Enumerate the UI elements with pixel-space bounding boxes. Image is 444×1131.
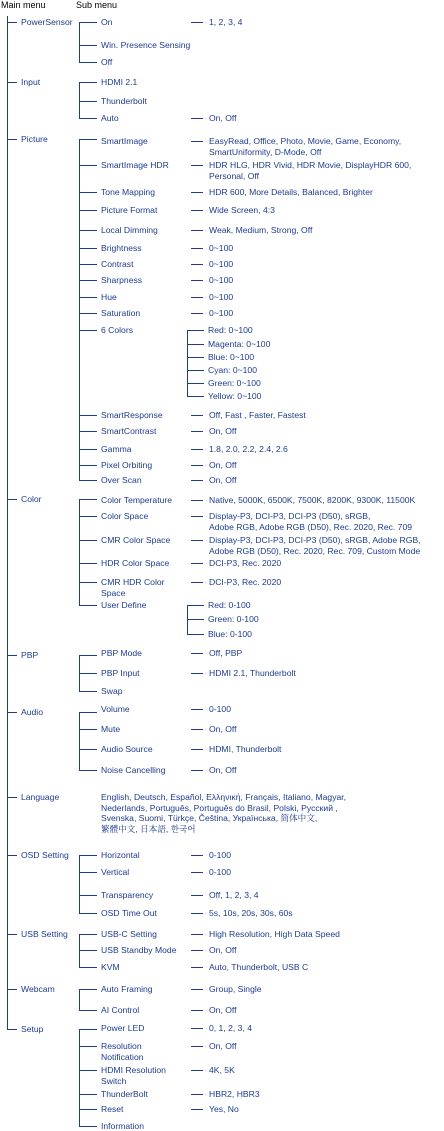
connector-line: [79, 82, 97, 83]
connector-line: [79, 465, 97, 466]
connector-line: [191, 415, 203, 416]
connector-line: [191, 1028, 203, 1029]
main-menu-item: OSD Setting: [21, 850, 69, 860]
option-values: High Resolution, High Data Speed: [209, 929, 340, 939]
connector-line: [7, 139, 17, 140]
sub-menu-item: 6 Colors: [101, 325, 133, 335]
connector-line: [79, 1094, 97, 1095]
sub-menu-header: Sub menu: [76, 0, 118, 10]
sub-menu-item: Power LED: [101, 1023, 145, 1033]
connector-line: [191, 950, 203, 951]
connector-line: [7, 797, 17, 798]
connector-line: [79, 499, 97, 500]
connector-line: [191, 118, 203, 119]
connector-line: [79, 480, 97, 481]
main-menu-item: Webcam: [21, 984, 55, 994]
option-values: 0, 1, 2, 3, 4: [209, 1023, 252, 1033]
connector-line: [7, 934, 17, 935]
option-values: HDR 600, More Details, Balanced, Brighter: [209, 187, 373, 197]
option-values: On, Off: [209, 1041, 237, 1051]
connector-line: [7, 855, 17, 856]
connector-line: [191, 709, 203, 710]
sub-menu-item: Resolution: [101, 1041, 142, 1051]
sub-menu-item: Swap: [101, 686, 123, 696]
sub-menu-item: USB Standby Mode: [101, 945, 177, 955]
sub-menu-item: CMR HDR Color: [101, 577, 165, 587]
option-values: Native, 5000K, 6500K, 7500K, 8200K, 9300K, 11500K: [209, 495, 416, 505]
main-menu-item: Language: [21, 792, 60, 802]
connector-line: [187, 330, 204, 331]
connector-line: [79, 192, 97, 193]
connector-line: [7, 499, 17, 500]
sub-menu-item: Horizontal: [101, 850, 140, 860]
connector-line: [79, 605, 97, 606]
sub-menu-item: Volume: [101, 704, 130, 714]
option-values: On, Off: [209, 724, 237, 734]
connector-line: [191, 989, 203, 990]
sub-menu-item: AI Control: [101, 1005, 140, 1015]
sub-menu-item: SmartImage HDR: [101, 160, 169, 170]
connector-line: [191, 855, 203, 856]
option-values: On, Off: [209, 113, 237, 123]
connector-line: [79, 82, 80, 118]
main-menu-item: Color: [21, 494, 42, 504]
connector-line: [79, 989, 97, 990]
sub-menu-item: Information: [101, 1121, 144, 1131]
connector-line: [79, 950, 97, 951]
connector-line: [191, 563, 203, 564]
sub-menu-item: Thunderbolt: [101, 96, 147, 106]
sub-menu-item: Contrast: [101, 259, 134, 269]
connector-line: [79, 415, 97, 416]
option-values: Yes, No: [209, 1104, 239, 1114]
connector-line: [79, 280, 97, 281]
option-values: 4K, 5K: [209, 1065, 235, 1075]
sub-menu-item: PBP Mode: [101, 648, 142, 658]
connector-line: [7, 1029, 17, 1030]
connector-line: [191, 1010, 203, 1011]
connector-line: [79, 264, 97, 265]
connector-line: [187, 619, 204, 620]
sub-menu-item: OSD Time Out: [101, 908, 157, 918]
sub-menu-item: Transparency: [101, 890, 154, 900]
connector-line: [79, 1046, 97, 1047]
language-list: 繁體中文, 日本語, 한국어: [101, 823, 196, 834]
connector-line: [191, 967, 203, 968]
connector-line: [79, 872, 97, 873]
connector-line: [191, 264, 203, 265]
sub-menu-item: CMR Color Space: [101, 535, 171, 545]
connector-line: [79, 895, 97, 896]
connector-line: [79, 1070, 97, 1071]
option-values: 0~100: [209, 275, 234, 285]
option-values: On, Off: [209, 945, 237, 955]
connector-line: [79, 770, 97, 771]
connector-line: [79, 655, 97, 656]
connector-line: [187, 370, 204, 371]
connector-line: [79, 330, 97, 331]
connector-line: [191, 770, 203, 771]
option-values: On, Off: [209, 765, 237, 775]
connector-line: [79, 248, 97, 249]
sub-menu-item: Noise Cancelling: [101, 765, 166, 775]
option-values: Display-P3, DCI-P3, DCI-P3 (D50), sRGB, Adobe RGB,: [209, 535, 421, 545]
option-values: 5s, 10s, 20s, 30s, 60s: [209, 908, 293, 918]
connector-line: [191, 1094, 203, 1095]
sub-menu-item: HDMI 2.1: [101, 77, 138, 87]
option-values: Auto, Thunderbolt, USB C: [209, 962, 309, 972]
sub-menu-item: Color Space: [101, 511, 149, 521]
sub-menu-item: SmartImage: [101, 136, 148, 146]
main-menu-item: Picture: [21, 134, 48, 144]
sub-menu-item: Vertical: [101, 867, 130, 877]
option-values: Weak, Medium, Strong, Off: [209, 225, 313, 235]
sub-menu-item: Audio Source: [101, 744, 153, 754]
connector-line: [187, 634, 204, 635]
main-menu-item: PBP: [21, 650, 39, 660]
connector-line: [79, 563, 97, 564]
connector-line: [191, 297, 203, 298]
sub-option-item: Green: 0~100: [208, 378, 261, 388]
connector-line: [191, 673, 203, 674]
connector-line: [191, 465, 203, 466]
connector-line: [191, 280, 203, 281]
connector-line: [79, 582, 97, 583]
connector-line: [191, 1109, 203, 1110]
connector-line: [191, 313, 203, 314]
option-values: 0-100: [209, 867, 231, 877]
connector-line: [79, 729, 97, 730]
connector-line: [79, 712, 97, 713]
connector-line: [187, 396, 204, 397]
connector-line: [191, 165, 203, 166]
connector-line: [79, 1029, 80, 1126]
sub-menu-item: HDMI Resolution: [101, 1065, 166, 1075]
connector-line: [187, 383, 204, 384]
sub-option-item: Green: 0-100: [208, 614, 259, 624]
connector-line: [191, 500, 203, 501]
connector-line: [187, 357, 204, 358]
sub-menu-item: KVM: [101, 962, 120, 972]
main-menu-header: Main menu: [1, 0, 46, 10]
connector-line: [79, 499, 80, 605]
main-menu-item: Setup: [21, 1024, 44, 1034]
connector-line: [191, 248, 203, 249]
sub-option-item: Red: 0~100: [208, 325, 253, 335]
connector-line: [79, 118, 97, 119]
option-values: On, Off: [209, 1005, 237, 1015]
connector-line: [79, 230, 97, 231]
sub-menu-item-line2: Switch: [101, 1075, 127, 1086]
connector-line: [187, 330, 188, 396]
option-values: On, Off: [209, 475, 237, 485]
option-values-line2: Adobe RGB (D50), Rec. 2020, Rec. 709, Custom Mode: [209, 545, 421, 556]
option-values: Display-P3, DCI-P3, DCI-P3 (D50), sRGB,: [209, 511, 371, 521]
sub-option-item: Red: 0-100: [208, 600, 251, 610]
connector-line: [191, 210, 203, 211]
option-values: Off, PBP: [209, 648, 243, 658]
connector-line: [187, 344, 204, 345]
connector-line: [79, 1109, 97, 1110]
option-values: HDR HLG, HDR Vivid, HDR Movie, DisplayHDR 600,: [209, 160, 412, 170]
connector-line: [79, 967, 97, 968]
connector-line: [79, 516, 97, 517]
option-values: HDMI, Thunderbolt: [209, 744, 282, 754]
connector-line: [79, 101, 97, 102]
option-values-line2: Personal, Off: [209, 170, 259, 181]
sub-menu-item: Brightness: [101, 243, 142, 253]
connector-line: [191, 516, 203, 517]
connector-line: [191, 582, 203, 583]
option-values: EasyRead, Office, Photo, Movie, Game, Economy,: [209, 136, 402, 146]
sub-menu-item: USB-C Setting: [101, 929, 157, 939]
connector-line: [79, 691, 97, 692]
connector-line: [7, 989, 17, 990]
connector-line: [191, 653, 203, 654]
main-menu-item: PowerSensor: [21, 17, 73, 27]
connector-line: [7, 655, 17, 656]
sub-menu-item: Tone Mapping: [101, 187, 155, 197]
sub-menu-item: HDR Color Space: [101, 558, 170, 568]
sub-menu-item: SmartResponse: [101, 410, 163, 420]
connector-line: [79, 749, 97, 750]
option-values: Wide Screen, 4:3: [209, 205, 275, 215]
sub-menu-item: ThunderBolt: [101, 1089, 148, 1099]
connector-line: [191, 22, 203, 23]
connector-line: [191, 449, 203, 450]
connector-line: [7, 82, 17, 83]
connector-line: [191, 729, 203, 730]
connector-line: [79, 22, 80, 62]
connector-line: [191, 749, 203, 750]
sub-menu-item-line2: Space: [101, 587, 126, 598]
option-values: Off, Fast , Faster, Fastest: [209, 410, 306, 420]
option-values: Off, 1, 2, 3, 4: [209, 890, 259, 900]
connector-line: [79, 673, 97, 674]
connector-line: [79, 1126, 97, 1127]
option-values: 0~100: [209, 243, 234, 253]
sub-menu-item: Mute: [101, 724, 121, 734]
option-values: 0~100: [209, 308, 234, 318]
option-values: Group, Single: [209, 984, 262, 994]
connector-line: [191, 431, 203, 432]
connector-line: [191, 230, 203, 231]
option-values: 0~100: [209, 292, 234, 302]
sub-menu-item: Auto Framing: [101, 984, 153, 994]
connector-line: [191, 872, 203, 873]
connector-line: [79, 22, 97, 23]
connector-line: [79, 45, 97, 46]
option-values-line2: SmartUniformity, D-Mode, Off: [209, 146, 322, 157]
sub-menu-item: Reset: [101, 1104, 124, 1114]
connector-line: [79, 431, 97, 432]
sub-option-item: Cyan: 0~100: [208, 365, 257, 375]
sub-menu-item: User Define: [101, 600, 147, 610]
connector-line: [79, 540, 97, 541]
sub-menu-item: Gamma: [101, 444, 132, 454]
connector-line: [191, 913, 203, 914]
connector-line: [79, 934, 97, 935]
main-menu-item: Input: [21, 77, 41, 87]
option-values: 0-100: [209, 704, 231, 714]
connector-line: [7, 16, 8, 1029]
sub-menu-item: Color Temperature: [101, 495, 173, 505]
option-values-line2: Adobe RGB, Adobe RGB (D50), Rec. 2020, Rec. 709: [209, 521, 413, 532]
sub-option-item: Blue: 0-100: [208, 629, 252, 639]
option-values: DCI-P3, Rec. 2020: [209, 558, 282, 568]
connector-line: [79, 313, 97, 314]
connector-line: [79, 62, 97, 63]
language-list: Svenska, Suomi, Türkçe, Čeština, Українська, 简体中文,: [101, 813, 318, 823]
language-list: English, Deutsch, Español, Ελληνική, Français, Italiano, Magyar,: [101, 792, 347, 802]
sub-menu-item: Local Dimming: [101, 225, 158, 235]
connector-line: [79, 913, 97, 914]
option-values: DCI-P3, Rec. 2020: [209, 577, 282, 587]
sub-menu-item: Auto: [101, 113, 119, 123]
option-values: On, Off: [209, 426, 237, 436]
option-values: On, Off: [209, 460, 237, 470]
connector-line: [191, 480, 203, 481]
connector-line: [79, 449, 97, 450]
main-menu-item: USB Setting: [21, 929, 68, 939]
connector-line: [79, 1029, 97, 1030]
option-values: 0-100: [209, 850, 231, 860]
connector-line: [79, 165, 97, 166]
connector-line: [191, 141, 203, 142]
sub-option-item: Magenta: 0~100: [208, 339, 271, 349]
connector-line: [79, 855, 80, 913]
connector-line: [191, 1046, 203, 1047]
connector-line: [79, 1010, 97, 1011]
sub-menu-item: Picture Format: [101, 205, 158, 215]
sub-menu-item: Over Scan: [101, 475, 142, 485]
option-values: 1, 2, 3, 4: [209, 17, 243, 27]
sub-option-item: Yellow: 0~100: [208, 391, 262, 401]
sub-menu-item: Saturation: [101, 308, 141, 318]
sub-menu-item: Sharpness: [101, 275, 143, 285]
connector-line: [79, 210, 97, 211]
sub-menu-item: Hue: [101, 292, 117, 302]
option-values: HBR2, HBR3: [209, 1089, 260, 1099]
option-values: 0~100: [209, 259, 234, 269]
connector-line: [79, 989, 80, 1010]
sub-menu-item-line2: Notification: [101, 1051, 144, 1062]
connector-line: [79, 139, 97, 140]
sub-menu-item: PBP Input: [101, 668, 140, 678]
connector-line: [191, 934, 203, 935]
main-menu-item: Audio: [21, 707, 43, 717]
sub-menu-item: SmartContrast: [101, 426, 157, 436]
connector-line: [191, 540, 203, 541]
sub-option-item: Blue: 0~100: [208, 352, 255, 362]
sub-menu-item: Win. Presence Sensing: [101, 40, 191, 50]
connector-line: [79, 139, 80, 480]
option-values: 1.8, 2.0, 2.2, 2.4, 2.6: [209, 444, 288, 454]
connector-line: [79, 855, 97, 856]
sub-menu-item: Off: [101, 57, 113, 67]
connector-line: [79, 297, 97, 298]
option-values: HDMI 2.1, Thunderbolt: [209, 668, 296, 678]
connector-line: [191, 192, 203, 193]
connector-line: [187, 605, 204, 606]
sub-menu-item: On: [101, 17, 113, 27]
connector-line: [191, 1070, 203, 1071]
connector-line: [191, 895, 203, 896]
connector-line: [7, 22, 17, 23]
language-list: Nederlands, Português, Português do Brasil, Polski, Русский ,: [101, 802, 338, 813]
connector-line: [79, 712, 80, 770]
connector-line: [7, 712, 17, 713]
sub-menu-item: Pixel Orbiting: [101, 460, 153, 470]
